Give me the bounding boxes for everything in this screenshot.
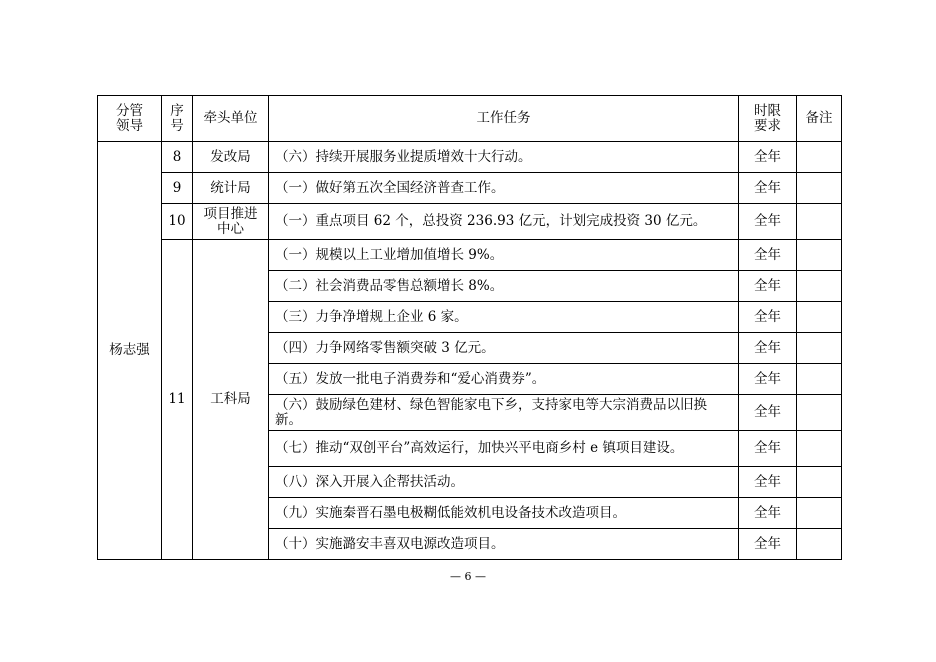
seq-cell: 8 [162,142,193,173]
header-remark: 备注 [797,96,842,142]
task-cell: （六）持续开展服务业提质增效十大行动。 [269,142,739,173]
header-seq: 序号 [162,96,193,142]
deadline-cell: 全年 [739,333,797,364]
table-row [98,142,842,173]
remark-cell [797,240,842,271]
table-row [98,204,842,240]
remark-cell [797,529,842,560]
task-cell: （一）重点项目 62 个，总投资 236.93 亿元，计划完成投资 30 亿元。 [269,204,739,240]
leader-name-cell: 杨志强 [98,142,162,560]
task-cell: （一）做好第五次全国经济普查工作。 [269,173,739,204]
remark-cell [797,395,842,431]
task-cell: （一）规模以上工业增加值增长 9%。 [269,240,739,271]
page-number: — 6 — [450,570,486,583]
task-cell: （二）社会消费品零售总额增长 8%。 [269,271,739,302]
deadline-cell: 全年 [739,498,797,529]
deadline-cell: 全年 [739,240,797,271]
remark-cell [797,142,842,173]
task-cell: （五）发放一批电子消费券和“爱心消费券”。 [269,364,739,395]
header-deadline: 时限要求 [739,96,797,142]
deadline-cell: 全年 [739,271,797,302]
deadline-cell: 全年 [739,173,797,204]
table-row [98,240,842,271]
remark-cell [797,302,842,333]
task-cell: （八）深入开展入企帮扶活动。 [269,467,739,498]
deadline-cell: 全年 [739,529,797,560]
task-cell: （三）力争净增规上企业 6 家。 [269,302,739,333]
remark-cell [797,431,842,467]
seq-cell: 10 [162,204,193,240]
unit-cell: 工科局 [193,240,269,560]
header-task: 工作任务 [269,96,739,142]
remark-cell [797,204,842,240]
work-task-table [97,95,842,560]
unit-cell: 统计局 [193,173,269,204]
deadline-cell: 全年 [739,431,797,467]
header-leader: 分管领导 [98,96,162,142]
task-cell: （九）实施秦晋石墨电极糊低能效机电设备技术改造项目。 [269,498,739,529]
remark-cell [797,364,842,395]
deadline-cell: 全年 [739,467,797,498]
seq-cell: 11 [162,240,193,560]
remark-cell [797,271,842,302]
task-cell: （十）实施潞安丰喜双电源改造项目。 [269,529,739,560]
deadline-cell: 全年 [739,204,797,240]
unit-cell: 发改局 [193,142,269,173]
remark-cell [797,333,842,364]
deadline-cell: 全年 [739,302,797,333]
deadline-cell: 全年 [739,142,797,173]
remark-cell [797,498,842,529]
deadline-cell: 全年 [739,364,797,395]
remark-cell [797,173,842,204]
remark-cell [797,467,842,498]
table-header-row [98,96,842,142]
table-row [98,173,842,204]
task-cell: （六）鼓励绿色建材、绿色智能家电下乡，支持家电等大宗消费品以旧换新。 [269,395,739,431]
unit-cell: 项目推进中心 [193,204,269,240]
header-unit: 牵头单位 [193,96,269,142]
task-cell: （七）推动“双创平台”高效运行，加快兴平电商乡村 e 镇项目建设。 [269,431,739,467]
seq-cell: 9 [162,173,193,204]
deadline-cell: 全年 [739,395,797,431]
task-cell: （四）力争网络零售额突破 3 亿元。 [269,333,739,364]
